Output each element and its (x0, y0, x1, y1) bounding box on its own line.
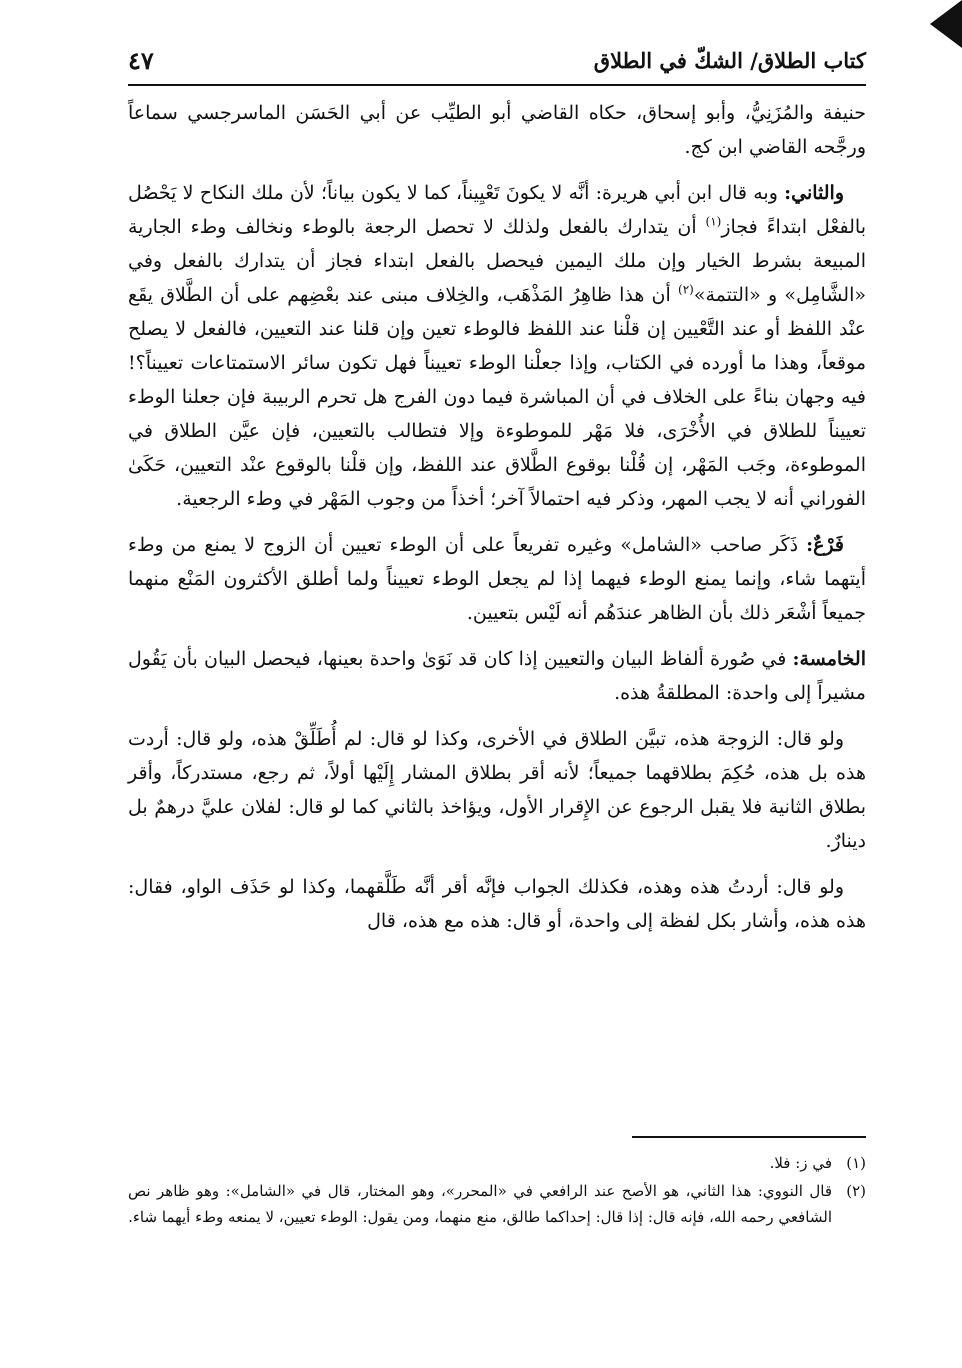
running-title: كتاب الطلاق/ الشكّ في الطلاق (593, 47, 866, 73)
footnote-1-number: (١) (846, 1154, 866, 1172)
main-text (128, 96, 866, 950)
footnote-ref-2: (٢) (678, 282, 694, 297)
footnotes (128, 1150, 866, 1232)
paragraph-2-part-b: أن يتدارك بالفعل ولذلك لا تحصل الرجعة بالوطء ونخالف وطء الجارية المبيعة بشرط الخيار وإن ملك اليمين فيحصل بالفعل ابتداء فجاز أن يتدارك بالفعل وفي «الشَّامِل» و «التتمة» (128, 216, 866, 306)
paragraph-4-lead: الخامسة: (792, 648, 866, 670)
paragraph-3-text: ذَكَر صاحب «الشامل» وغيره تفريعاً على أن الوطء تعيين أن الزوج لا يمنع من وطء أيتهما شاء، وإنما يمنع الوطء فيهما إذا لم يجعل الوطء تعييناً ولما أطلق الأكثرون المَنْع منهما جميعاً أشْعَر ذلك بأن الظاهر عندَهُم أنه لَيْس بتعيين. (128, 534, 866, 624)
paragraph-4-text: في صُورة ألفاظ البيان والتعيين إذا كان قد نَوَىٰ واحدة بعينها، فيحصل البيان بأن يَقُول مشيراً إلى واحدة: المطلقةُ هذه. (128, 648, 866, 704)
footnote-rule (632, 1136, 866, 1138)
page-number: ٤٧ (128, 45, 154, 75)
header-rule (128, 84, 866, 86)
paragraph-1: حنيفة والمُزَنِيُّ، وأبو إسحاق، حكاه القاضي أبو الطيِّب عن أبي الحَسَن الماسرجسي سماعاً ورجَّحه القاضي ابن كج. (128, 102, 866, 158)
footnote-2-text: قال النووي: هذا الثاني، هو الأصح عند الرافعي في «المحرر»، وهو المختار، قال في «الشامل»: وهو ظاهر نص الشافعي رحمه الله، فإنه قال: إذا قال: إحداكما طالق، منع منهما، ومن يقول: الوطء تعيين، لا يمنعه وطء أيهما شاء. (128, 1182, 832, 1226)
footnote-2 (128, 1178, 866, 1230)
paragraph-3-lead: فَرْعٌ: (806, 534, 844, 556)
footnote-ref-1: (١) (705, 214, 722, 229)
paragraph-2-part-c: أن هذا ظاهِرُ المَذْهَب، والخِلاف مبنى عند بعْضِهم على أن الطَّلاق يقَع عنْد اللفظ أو عند التَّعْيين إن قلْنا عند اللفظ فالوطء تعين وإن قلنا عند التعيين، فالفعل لا يصلح موقعاً، وهذا ما أورده في الكتاب، وإذا جعلْنا الوطء تعييناً فهل تكون سائر الاستمتاعات تعييناً؟! فيه وجهان بناءً على الخلاف في أن المباشرة فيما دون الفرج هل تحرم الربيبة فإن جعلنا الوطء تعييناً للطلاق في الأُخْرَى، فلا مَهْر للموطوءة وإلا فتطالب بالتعيين، فإن عيَّن الطلاق في الموطوءة، وجَب المَهْر، إن قُلْنا بوقوع الطَّلاق عند اللفظ، وإن قلْنا بالوقوع عنْد التعيين، حَكَىٰ الفوراني أنه لا يجب المهر، وذكر فيه احتمالاً آخر؛ أخذاً من وجوب المَهْر في وطء الرجعية. (128, 284, 866, 510)
paragraph-2-lead: والثاني: (784, 182, 844, 204)
paragraph-4 (128, 642, 866, 710)
page-corner-mark (930, 0, 962, 48)
paragraph-3 (128, 528, 866, 630)
footnote-1 (128, 1150, 866, 1176)
paragraph-2-part-a: وبه قال ابن أبي هريرة: أنَّه لا يكونَ تَعْيِيناً، كما لا يكون بياناً؛ لأن ملك النكاح لا يَحْصُل بالفعْل ابتداءً فجاز (128, 182, 866, 238)
page-header (128, 40, 866, 80)
paragraph-6: ولو قال: أردتُ هذه وهذه، فكذلك الجواب فإنَّه أقر أنَّه طَلَّقهما، وكذا لو حَذَف الواو، فقال: هذه هذه، وأشار بكل لفظة إلى واحدة، أو قال: هذه مع هذه، قال (128, 876, 866, 932)
footnote-1-text: في ز: فلا. (769, 1154, 832, 1172)
footnote-2-number: (٢) (846, 1182, 866, 1200)
paragraph-5: ولو قال: الزوجة هذه، تبيَّن الطلاق في الأخرى، وكذا لو قال: لم أُطَلِّقْ هذه، ولو قال: أردت هذه بل هذه، حُكِمَ بطلاقهما جميعاً؛ لأنه أقر بطلاق المشار إِلَيْها أولاً، ثم رجع، مستدركاً، وأقر بطلاق الثانية فلا يقبل الرجوع عن الإِقرار الأول، ويؤاخذ بالثاني كما لو قال: لفلان عليَّ درهمٌ بل دينارٌ. (128, 728, 866, 852)
paragraph-2 (128, 176, 866, 516)
